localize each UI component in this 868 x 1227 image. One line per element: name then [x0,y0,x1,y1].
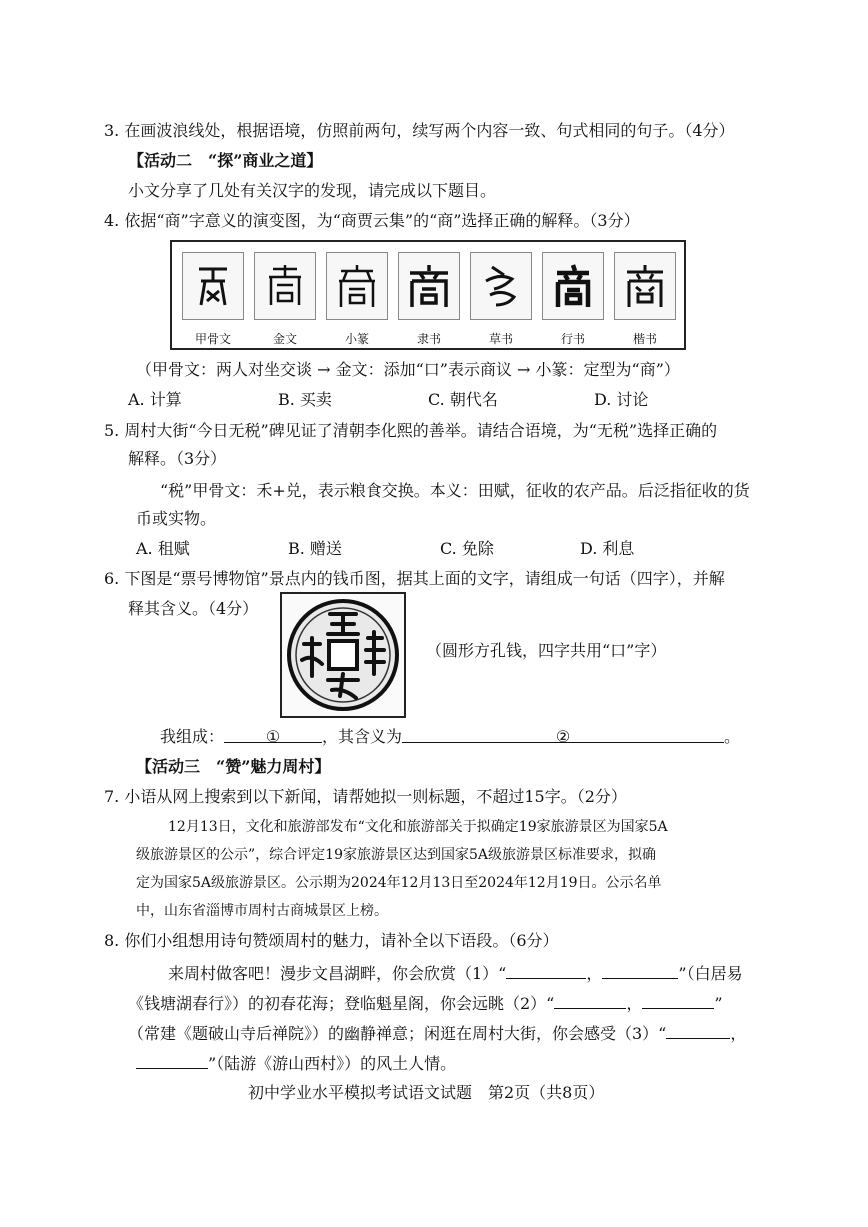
news-line-1: 12月13日，文化和旅游部发布“文化和旅游部关于拟确定19家旅游景区为国家5A [168,819,668,835]
poem-blank-3a[interactable] [666,1022,730,1039]
answer-mid: ，其含义为 [322,727,403,746]
activity-3-title: 【活动三 “赞”魅力周村】 [136,757,331,776]
question-8: 8. 你们小组想用诗句赞颂周村的魅力，请补全以下语段。（6分） [104,931,559,950]
q5-option-d: D. 利息 [580,539,635,558]
q8-line-4 [136,1052,456,1075]
q4-option-d: D. 讨论 [594,390,649,409]
answer-prefix: 我组成： [160,727,225,746]
glyph-running [542,252,604,320]
q8-line-3 [128,1022,746,1045]
q5-option-b: B. 赠送 [288,539,342,558]
activity-2-intro: 小文分享了几处有关汉字的发现，请完成以下题目。 [128,181,497,200]
q6-answer-line [160,726,740,748]
q8-text-2c: ” [714,994,723,1013]
q5-option-a: A. 租赋 [136,539,190,558]
answer-end: 。 [724,727,741,746]
q8-text-2b: ， [626,994,643,1013]
q8-line-1 [168,962,743,985]
label-bronze: 金文 [272,332,297,346]
evolution-caption: （甲骨文：两人对坐交谈 → 金文：添加“口”表示商议 → 小篆：定型为“商”） [136,360,680,379]
glyph-clerical [398,252,460,320]
blank-1-marker: ① [265,727,281,746]
coin-note: （圆形方孔钱，四字共用“口”字） [426,641,667,660]
q8-text-1a: 来周村做客吧！漫步文昌湖畔，你会欣赏（1）“ [168,964,507,983]
q4-option-c: C. 朝代名 [428,390,498,409]
label-small-seal: 小篆 [344,332,369,346]
poem-blank-2a[interactable] [554,992,626,1009]
blank-2-marker: ② [555,727,571,746]
news-line-2: 级旅游景区的公示”，综合评定19家旅游景区达到国家5A级旅游景区标准要求，拟确 [136,847,656,863]
glyph-regular [614,252,676,320]
glyph-oracle-bone [182,252,244,320]
label-oracle-bone: 甲骨文 [194,332,231,346]
q5-note-line2: 币或实物。 [136,509,217,528]
glyph-cursive [470,252,532,320]
glyph-bronze [254,252,316,320]
label-cursive: 草书 [488,332,513,346]
q4-option-b: B. 买卖 [278,390,332,409]
poem-blank-1b[interactable] [602,962,678,979]
question-5-line2: 解释。（3分） [128,449,227,468]
q5-option-c: C. 免除 [440,539,494,558]
shang-evolution-figure [170,240,686,350]
page-footer: 初中学业水平模拟考试语文试题 第2页（共8页） [248,1083,605,1102]
news-line-4: 中，山东省淄博市周村古商城景区上榜。 [136,903,388,919]
poem-blank-1a[interactable] [506,962,586,979]
poem-blank-3b[interactable] [136,1052,208,1069]
label-regular: 楷书 [632,332,657,346]
q8-text-4a: ”（陆游《游山西村》）的风土人情。 [208,1054,457,1073]
label-clerical: 隶书 [416,332,441,346]
question-4: 4. 依据“商”字意义的演变图，为“商贾云集”的“商”选择正确的解释。（3分） [104,211,640,230]
q5-note-line1: “税”甲骨文：禾+兑，表示粮食交换。本义：田赋，征收的农产品。后泛指征收的货 [160,481,750,500]
q8-text-2a: 《钱塘湖春行》）的初春花海；登临魁星阁，你会远眺（2）“ [128,994,555,1013]
label-running: 行书 [560,332,585,346]
q4-option-a: A. 计算 [128,390,182,409]
q8-text-1b: ， [586,964,603,983]
q8-text-3b: ， [730,1024,747,1043]
news-line-3: 定为国家5A级旅游景区。公示期为2024年12月13日至2024年12月19日。公示名单 [136,875,662,891]
question-6-line2: 释其含义。（4分） [128,599,259,618]
poem-blank-2b[interactable] [642,992,714,1009]
glyph-small-seal [326,252,388,320]
question-3: 3. 在画波浪线处，根据语境，仿照前两句，续写两个内容一致、句式相同的句子。（4分） [104,121,735,140]
q8-text-3a: （常建《题破山寺后禅院》）的幽静禅意；闲逛在周村大街，你会感受（3）“ [128,1024,667,1043]
blank-2[interactable] [402,726,724,746]
question-5-line1: 5. 周村大街“今日无税”碑见证了清朝李化熙的善举。请结合语境，为“无税”选择正确的 [104,421,718,440]
q8-text-1c: ”（白居易 [678,964,743,983]
q8-line-2 [128,992,723,1015]
activity-2-title: 【活动二 “探”商业之道】 [128,151,323,170]
question-7: 7. 小语从网上搜索到以下新闻，请帮她拟一则标题，不超过15字。（2分） [104,787,627,806]
question-6-line1: 6. 下图是“票号博物馆”景点内的钱币图，据其上面的文字，请组成一句话（四字），并解 [104,569,725,588]
blank-1[interactable] [224,726,322,746]
coin-image [280,592,406,718]
